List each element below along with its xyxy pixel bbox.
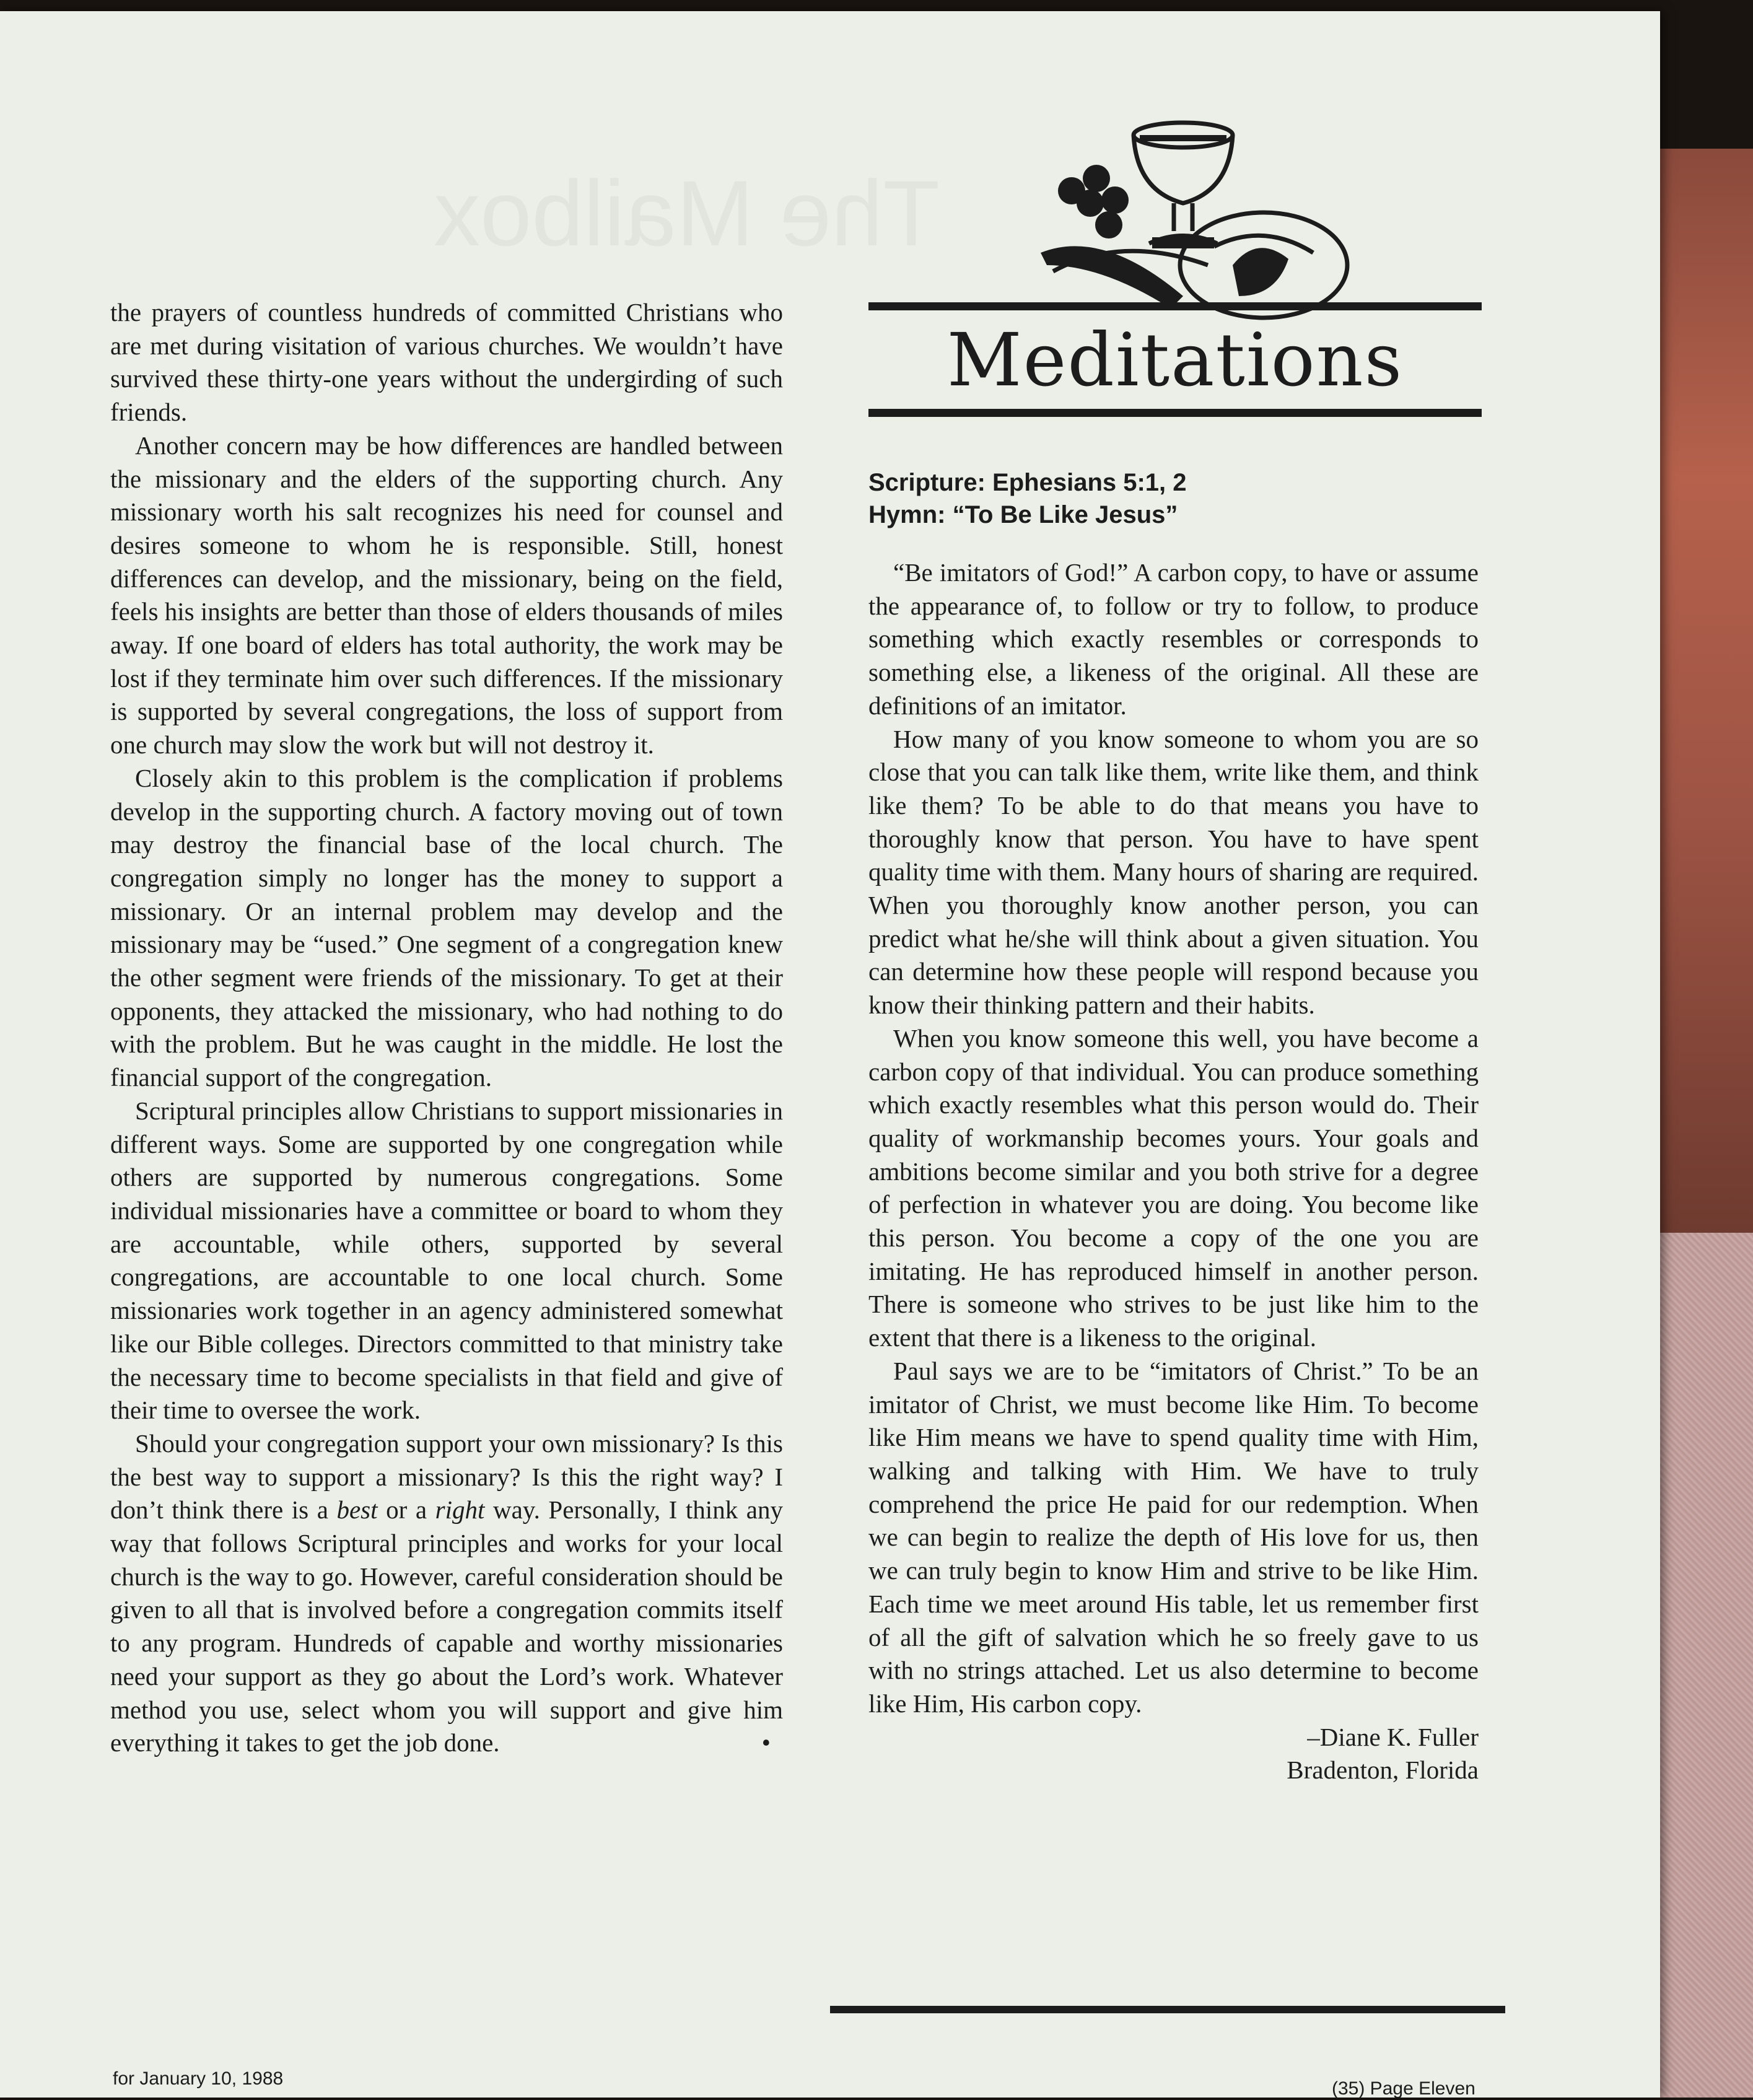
- meditation-paragraph: When you know someone this well, you have become a carbon copy of that individual. You can produce something which exactly resembles what this person would do. Their quality of workmanship becomes yours. Your goals and ambitions become similar and you both strive for a degree of perfection in whatever you are doing. You become like this person. You become a copy of the one you are imitating. He has reproduced himself in another person. There is someone who strives to be just like him to the extent that there is a likeness to the original.: [868, 1023, 1479, 1352]
- text-run: way. Personally, I think any way that follows Scriptural principles and works for your local church is the way to go. However, careful consideration should be given to all that is involved before a congregation commits itself to any program. Hundreds of capable and worthy missionaries need your support as they go about the Lord’s work. Whatever method you use, select whom you will support and give him everything it takes to get the job done.: [110, 1495, 783, 1757]
- issue-date: for January 10, 1988: [113, 2068, 284, 2089]
- hymn-title: Hymn: “To Be Like Jesus”: [868, 501, 1178, 528]
- article-paragraph-final: [110, 1427, 783, 1760]
- meditation-paragraph: How many of you know someone to whom you are so close that you can talk like them, write like them, and think like them? To be able to do that means you have to thoroughly know that person. You have to have spent quality time with them. Many hours of sharing are required. When you thoroughly know another person, you can predict what he/she will think about a given situation. You can determine how these people will respond because you know their thinking pattern and their habits.: [868, 724, 1479, 1020]
- meditation-paragraph: Paul says we are to be “imitators of Christ.” To be an imitator of Christ, we must become like Him. To become like Him means we have to spend quality time with Him, walking and talking with Him. We have to truly comprehend the price He paid for our redemption. When we can begin to realize the depth of His love for us, then we can truly begin to know Him and strive to be like Him. Each time we meet around His table, let us remember first of all the gift of salvation which he so freely gave to us with no strings attached. Let us also determine to become like Him, His carbon copy.: [868, 1356, 1479, 1718]
- title-rule-bottom: [868, 409, 1482, 417]
- scripture-reference: Scripture: Ephesians 5:1, 2: [868, 469, 1187, 496]
- emphasis-best: best: [336, 1495, 378, 1525]
- meditation-paragraph: “Be imitators of God!” A carbon copy, to have or assume the appearance of, to follow or try to follow, to produce something which exactly resembles or corresponds to something else, a likeness of the original. All these are definitions of an imitator.: [868, 558, 1479, 720]
- show-through-text: The Mailbox: [434, 161, 940, 265]
- meditations-column: [868, 556, 1479, 1787]
- background-cloth: [1645, 1233, 1753, 2098]
- text-run: or a: [377, 1495, 435, 1525]
- article-paragraph: Another concern may be how differences are handled between the missionary and the elders of the supporting church. Any missionary worth his salt recognizes his need for counsel and desires someone to whom he is responsible. Still, honest differences can develop, and the missionary, being on the field, feels his insights are better than those of elders thousands of miles away. If one board of elders has total authority, the work may be lost if they terminate him over such differences. If the missionary is supported by several congregations, the loss of support from one church may slow the work but will not destroy it.: [110, 431, 783, 759]
- article-paragraph: the prayers of countless hundreds of committed Christians who are met during visitation of various churches. We wouldn’t have survived these thirty-one years without the undergirding of such friends.: [110, 298, 783, 427]
- emphasis-right: right: [435, 1495, 485, 1525]
- left-article-column: [110, 296, 783, 1760]
- magazine-page: [0, 11, 1660, 2098]
- article-paragraph: Closely akin to this problem is the complication if problems develop in the supporting church. A factory moving out of town may destroy the financial base of the local church. The congregation simply no longer has the money to support a missionary. Or an internal problem may develop and the missionary may be “used.” One segment of a congregation knew the other segment were friends of the missionary. To get at their opponents, they attacked the missionary, who had nothing to do with the problem. But he was caught in the middle. He lost the financial support of the congregation.: [110, 763, 783, 1092]
- chalice-bread-grapes-icon: [1028, 110, 1350, 321]
- author-name: –Diane K. Fuller: [1307, 1722, 1479, 1751]
- end-mark: •: [761, 1728, 771, 1757]
- page-number: (35) Page Eleven: [1332, 2078, 1475, 2099]
- article-paragraph: Scriptural principles allow Christians to support missionaries in different ways. Some are supported by one congregation while others are supported by numerous congregations. Some individual missionaries have a committee or board to whom they are accountable, while others, supported by several congregations, are accountable to one local church. Some missionaries work together in an agency administered somewhat like our Bible colleges. Directors committed to that ministry take the necessary time to become specialists in that field and give of their time to oversee the work.: [110, 1096, 783, 1425]
- background-hand: [1654, 149, 1753, 1245]
- meditations-bottom-rule: [830, 2006, 1505, 2013]
- author-signature: [868, 1721, 1479, 1787]
- meditations-title: Meditations: [946, 317, 1404, 403]
- title-rule-top: [868, 302, 1482, 310]
- text-run: Should your congregation support your own missionary? Is this the best way to support a missionary? Is this the right way? I don’t think there is a: [110, 1428, 783, 1525]
- scripture-block: [868, 466, 1482, 531]
- author-location: Bradenton, Florida: [1287, 1756, 1479, 1785]
